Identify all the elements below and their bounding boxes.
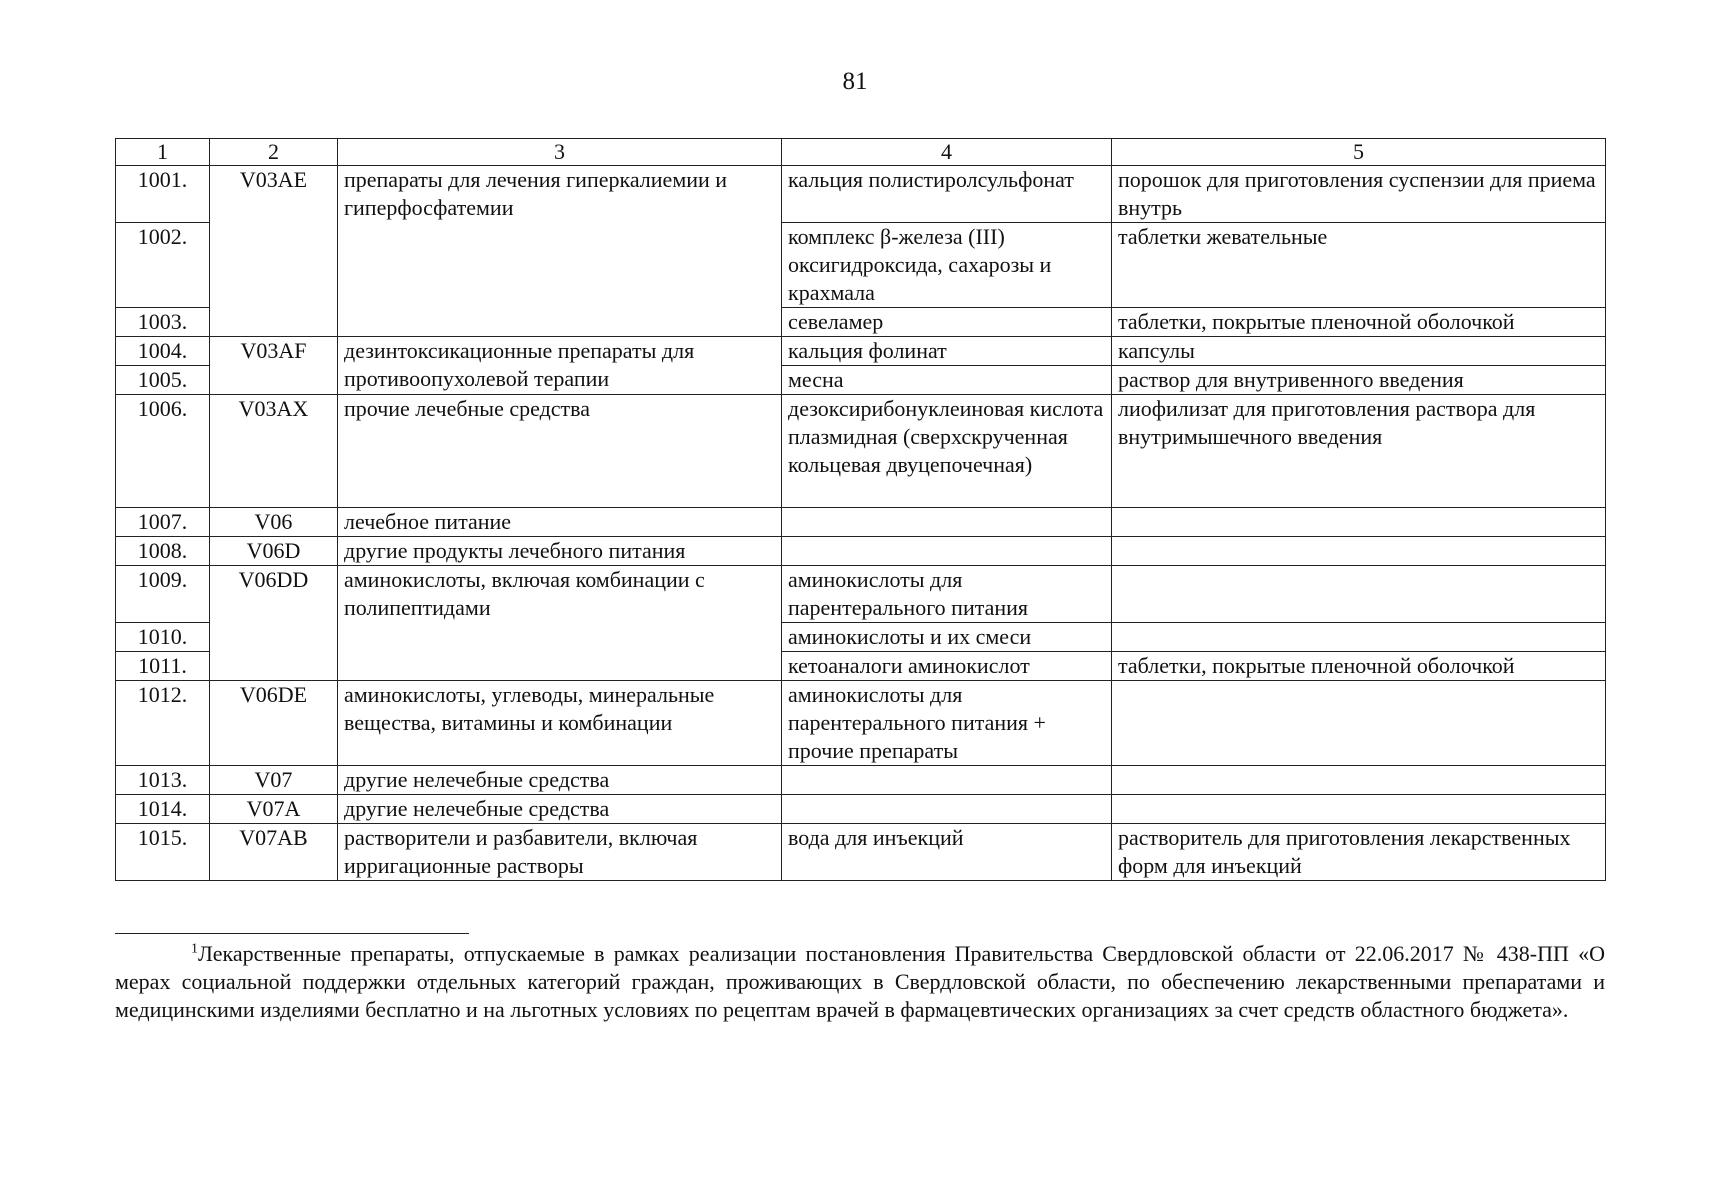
dosage-form	[1112, 623, 1606, 652]
drug-name: комплекс β-железа (III) оксигидроксида, сахарозы и крахмала	[782, 223, 1112, 308]
column-header: 1	[116, 139, 210, 166]
therapeutic-group: аминокислоты, включая комбинации с полипептидами	[338, 566, 782, 681]
drug-name: аминокислоты и их смеси	[782, 623, 1112, 652]
footnote	[115, 940, 1605, 1024]
dosage-form	[1112, 508, 1606, 537]
row-number: 1005.	[116, 366, 210, 395]
atc-code: V03AE	[210, 166, 338, 337]
drug-name: месна	[782, 366, 1112, 395]
atc-code: V03AF	[210, 337, 338, 395]
therapeutic-group: прочие лечебные средства	[338, 395, 782, 508]
dosage-form: лиофилизат для приготовления раствора для внутримышечного введения	[1112, 395, 1606, 508]
row-number: 1003.	[116, 308, 210, 337]
table-row	[116, 824, 1606, 881]
drug-name: аминокислоты для парентерального питания	[782, 566, 1112, 623]
column-header: 3	[338, 139, 782, 166]
atc-code: V06D	[210, 537, 338, 566]
column-header: 2	[210, 139, 338, 166]
table-row	[116, 508, 1606, 537]
footnote-separator	[115, 933, 469, 934]
table-row	[116, 537, 1606, 566]
table-row	[116, 166, 1606, 223]
footnote-text: Лекарственные препараты, отпускаемые в рамках реализации постановления Правительства Свердловской области от 22.06.2017 № 438-ПП «О мерах социальной поддержки отдельных категорий граждан, проживающих в Свердловской области, по обеспечению лекарственными препаратами и медицинскими изделиями бесплатно и на льготных условиях по рецептам врачей в фармацевтических организациях за счет средств областного бюджета».	[115, 941, 1605, 1022]
dosage-form: таблетки жевательные	[1112, 223, 1606, 308]
dosage-form: порошок для приготовления суспензии для приема внутрь	[1112, 166, 1606, 223]
drug-name	[782, 508, 1112, 537]
column-header: 5	[1112, 139, 1606, 166]
row-number: 1001.	[116, 166, 210, 223]
dosage-form: капсулы	[1112, 337, 1606, 366]
drug-name: вода для инъекций	[782, 824, 1112, 881]
atc-code: V03AX	[210, 395, 338, 508]
page-number: 81	[842, 68, 868, 95]
drug-name: аминокислоты для парентерального питания + прочие препараты	[782, 681, 1112, 766]
drug-name: севеламер	[782, 308, 1112, 337]
drug-name	[782, 766, 1112, 795]
therapeutic-group: препараты для лечения гиперкалиемии и гиперфосфатемии	[338, 166, 782, 337]
row-number: 1008.	[116, 537, 210, 566]
row-number: 1009.	[116, 566, 210, 623]
row-number: 1011.	[116, 652, 210, 681]
table-row	[116, 766, 1606, 795]
drug-name	[782, 537, 1112, 566]
drug-name	[782, 795, 1112, 824]
dosage-form	[1112, 537, 1606, 566]
table-row	[116, 681, 1606, 766]
row-number: 1002.	[116, 223, 210, 308]
table-row	[116, 795, 1606, 824]
therapeutic-group: другие продукты лечебного питания	[338, 537, 782, 566]
row-number: 1012.	[116, 681, 210, 766]
atc-code: V06DE	[210, 681, 338, 766]
dosage-form: раствор для внутривенного введения	[1112, 366, 1606, 395]
therapeutic-group: другие нелечебные средства	[338, 766, 782, 795]
therapeutic-group: дезинтоксикационные препараты для противоопухолевой терапии	[338, 337, 782, 395]
therapeutic-group: растворители и разбавители, включая ирригационные растворы	[338, 824, 782, 881]
table-row	[116, 566, 1606, 623]
dosage-form	[1112, 766, 1606, 795]
atc-code: V07AB	[210, 824, 338, 881]
dosage-form: растворитель для приготовления лекарственных форм для инъекций	[1112, 824, 1606, 881]
therapeutic-group: лечебное питание	[338, 508, 782, 537]
row-number: 1010.	[116, 623, 210, 652]
atc-code: V07	[210, 766, 338, 795]
row-number: 1007.	[116, 508, 210, 537]
drug-name: кетоаналоги аминокислот	[782, 652, 1112, 681]
row-number: 1006.	[116, 395, 210, 508]
row-number: 1013.	[116, 766, 210, 795]
dosage-form	[1112, 795, 1606, 824]
row-number: 1014.	[116, 795, 210, 824]
drug-name: кальция полистиролсульфонат	[782, 166, 1112, 223]
drug-name: кальция фолинат	[782, 337, 1112, 366]
dosage-form: таблетки, покрытые пленочной оболочкой	[1112, 652, 1606, 681]
dosage-form	[1112, 681, 1606, 766]
table-row	[116, 337, 1606, 366]
row-number: 1015.	[116, 824, 210, 881]
row-number: 1004.	[116, 337, 210, 366]
footnote-marker: 1	[191, 941, 198, 957]
dosage-form: таблетки, покрытые пленочной оболочкой	[1112, 308, 1606, 337]
atc-code: V06	[210, 508, 338, 537]
therapeutic-group: другие нелечебные средства	[338, 795, 782, 824]
table-row	[116, 395, 1606, 508]
drug-table	[115, 138, 1606, 881]
atc-code: V07A	[210, 795, 338, 824]
atc-code: V06DD	[210, 566, 338, 681]
column-header: 4	[782, 139, 1112, 166]
therapeutic-group: аминокислоты, углеводы, минеральные вещества, витамины и комбинации	[338, 681, 782, 766]
table-header-row	[116, 139, 1606, 166]
dosage-form	[1112, 566, 1606, 623]
drug-name: дезоксирибонуклеиновая кислота плазмидная (сверхскрученная кольцевая двуцепочечная)	[782, 395, 1112, 508]
